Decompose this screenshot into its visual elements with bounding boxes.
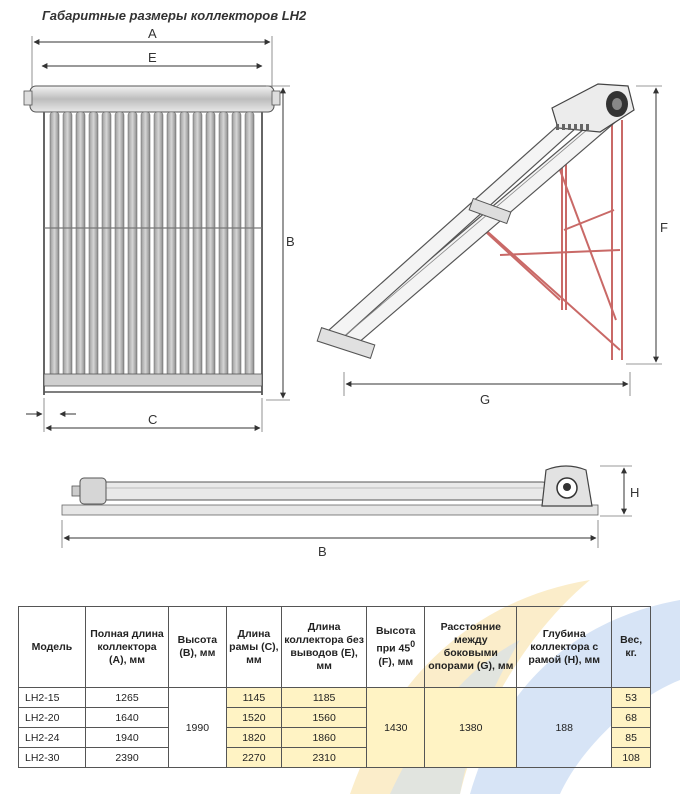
dim-b-label: B <box>286 234 295 249</box>
dim-h-label: H <box>630 485 640 500</box>
cell-model: LH2-24 <box>19 728 86 748</box>
col-h45-suffix: (F), мм <box>378 655 414 668</box>
col-height: Высота (В), мм <box>169 607 226 688</box>
cell-length: 1640 <box>85 708 168 728</box>
cell-length: 2390 <box>85 748 168 768</box>
dim-b2-label: B <box>318 544 327 559</box>
table-header-row <box>19 607 651 688</box>
col-h45 <box>367 607 425 688</box>
profile-view <box>62 466 639 559</box>
dim-f-label: F <box>660 220 668 235</box>
cell-model: LH2-20 <box>19 708 86 728</box>
cell-depth: 188 <box>517 688 612 768</box>
cell-frame: 2270 <box>226 748 282 768</box>
col-h45-sup: 0 <box>410 639 416 650</box>
col-weight: Вес, кг. <box>612 607 651 688</box>
cell-collector: 2310 <box>282 748 367 768</box>
cell-weight: 108 <box>612 748 651 768</box>
cell-frame: 1145 <box>226 688 282 708</box>
front-view <box>24 26 295 432</box>
cell-model: LH2-15 <box>19 688 86 708</box>
cell-weight: 85 <box>612 728 651 748</box>
cell-length: 1940 <box>85 728 168 748</box>
col-h45-text: Высота при 45 <box>375 625 416 655</box>
cell-collector: 1560 <box>282 708 367 728</box>
cell-weight: 68 <box>612 708 651 728</box>
cell-model: LH2-30 <box>19 748 86 768</box>
spec-table <box>18 606 651 768</box>
cell-frame: 1520 <box>226 708 282 728</box>
cell-weight: 53 <box>612 688 651 708</box>
col-frame: Длина рамы (С), мм <box>226 607 282 688</box>
col-collector: Длина коллектора без выводов (Е), мм <box>282 607 367 688</box>
dim-g-label: G <box>480 392 491 407</box>
col-depth: Глубина коллектора с рамой (Н), мм <box>517 607 612 688</box>
cell-collector: 1185 <box>282 688 367 708</box>
dim-c-label: C <box>148 412 158 427</box>
cell-supports: 1380 <box>425 688 517 768</box>
dim-e-label: E <box>148 50 157 65</box>
col-model: Модель <box>19 607 86 688</box>
dim-a-label: A <box>148 26 157 41</box>
cell-height: 1990 <box>169 688 226 768</box>
vacuum-tubes <box>50 112 254 382</box>
cell-collector: 1860 <box>282 728 367 748</box>
side-view <box>317 84 668 407</box>
cell-h45: 1430 <box>367 688 425 768</box>
table-row <box>19 688 651 708</box>
col-length: Полная длина коллектора (А), мм <box>85 607 168 688</box>
page-title: Габаритные размеры коллекторов LH2 <box>42 8 307 23</box>
cell-frame: 1820 <box>226 728 282 748</box>
cell-length: 1265 <box>85 688 168 708</box>
col-supports: Расстояние между боковыми опорами (G), мм <box>425 607 517 688</box>
